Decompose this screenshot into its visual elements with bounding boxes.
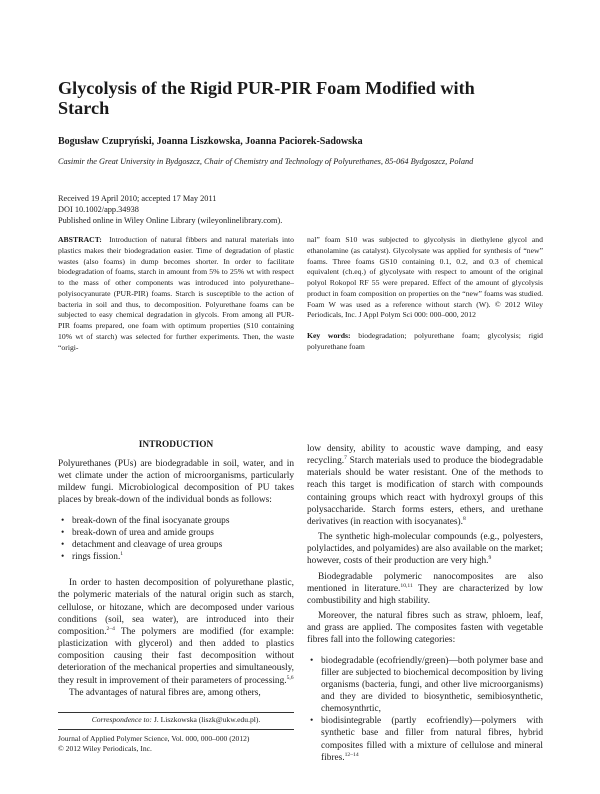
footnote-rule <box>58 729 294 730</box>
abstract-text-right: nal” foam S10 was subjected to glycolysis in diethylene glycol and ethanolamine (as catalyst). Glycolysate was applied for synthesis of “new” foams. Three foams GS10 containing 0.1, 0.2, and 0.3 of chemical equivalent (ch.eq.) of glycolysate with respect to amount of the original polyol Rokopol RF 55 were prepared. Effect of the amount of glycolysis product in foam composition on properties on the “new” foams was studied. Foam W was used as a reference without starch (W). © 2012 Wiley Periodicals, Inc. J Appl Polym Sci 000: 000–000, 2012 <box>307 235 543 320</box>
citation: 9 <box>488 555 492 562</box>
citation: 10,11 <box>400 582 413 589</box>
journal-citation: Journal of Applied Polymer Science, Vol. 000, 000–000 (2012) <box>58 734 250 743</box>
affiliation: Casimir the Great University in Bydgoszcz, Chair of Chemistry and Technology of Polyurethanes, 85-064 Bydgoszcz, Poland <box>58 157 474 166</box>
abstract-label: ABSTRACT: <box>58 235 102 244</box>
keywords <box>307 331 543 353</box>
intro-paragraph-1: Polyurethanes (PUs) are biodegradable in soil, water, and in wet climate under the action of microorganisms, particularly mildew fungi. Microbiological decomposition of PU takes places by break-down of the individual bonds as follows: <box>58 459 294 506</box>
list-item: • biodegradable (ecofriendly/green)—both polymer base and filler are subjected to biochemical decomposition by living organisms (bacteria, fungi, and other live microorganisms) and they are divided to biosynthetic, semibiosynthetic, chemosynthrtic, <box>310 655 543 715</box>
citation: 2–4 <box>106 625 115 632</box>
publication-dates <box>58 193 528 226</box>
citation: 12–14 <box>344 751 359 758</box>
intro-paragraph-r2: The synthetic high-molecular compounds (e.g., polyesters, polylactides, and polyamides) are also available on the market; however, costs of their production are very high.$^9$ <box>307 532 543 567</box>
intro-paragraph-2: In order to hasten decomposition of polyurethane plastic, the polymeric materials of the natural origin such as starch, cellulose, or hitozane, which are decomposed under various conditions (soil, sea water), are introduced into their composition.$^{2-4}$ The polymers are modified (for example: plasticization with glycerol) and then added to plastics composition causing their fast decomposition without deterioration of the mechanical properties and simultaneously, they result in improvement of their parameters of processing.$^{5,6}$ <box>58 578 294 686</box>
paper-title: Glycolysis of the Rigid PUR-PIR Foam Modified with Starch <box>58 78 475 118</box>
citation: 1 <box>120 550 124 557</box>
abstract-left <box>58 235 294 353</box>
list-item: • break-down of urea and amide groups <box>61 527 214 538</box>
footnote-rule <box>58 712 294 713</box>
citation: 8 <box>462 515 466 522</box>
correspondence-label: Correspondence to: <box>91 715 152 724</box>
intro-paragraph-r3: Biodegradable polymeric nanocomposites are also mentioned in literature.$^{10,11}$ They are characterized by low combustibility and high stability. <box>307 571 543 606</box>
keywords-label: Key words: <box>307 331 351 340</box>
list-item: • rings fission.$^1$ <box>61 550 124 563</box>
citation: 7 <box>344 455 347 462</box>
decomposition-list <box>58 515 294 564</box>
intro-right-column <box>307 443 543 764</box>
abstract-right <box>307 235 543 353</box>
composite-categories <box>307 655 543 764</box>
list-item: • biodisintegrable (partly ecofriendly)—polymers with synthetic base and filler from natural fibres, hybrid composites filled with a mixture of cellulose and mineral fibres.$^{12-14}$ <box>310 716 543 763</box>
correspondence-text: J. Liszkowska (liszk@ukw.edu.pl). <box>153 715 261 724</box>
correspondence <box>58 715 294 725</box>
author-list: Bogusław Czupryński, Joanna Liszkowska, Joanna Paciorek-Sadowska <box>58 136 363 147</box>
doi: DOI 10.1002/app.34938 <box>58 205 139 214</box>
list-item: • detachment and cleavage of urea groups <box>61 539 223 550</box>
received-date: Received 19 April 2010; accepted 17 May 2011 <box>58 194 217 203</box>
published-online: Published online in Wiley Online Library (wileyonlinelibrary.com). <box>58 216 283 225</box>
intro-paragraph-r4: Moreover, the natural fibres such as straw, phloem, leaf, and grass are applied. The composites fasten with vegetable fibres fall into the following categories: <box>307 611 543 646</box>
copyright: © 2012 Wiley Periodicals, Inc. <box>58 744 152 754</box>
keywords-text: biodegradation; polyurethane foam; glycolysis; rigid polyurethane foam <box>307 331 544 351</box>
list-item: • break-down of the final isocyanate groups <box>61 515 230 526</box>
intro-left-column <box>58 440 294 699</box>
citation: 5,6 <box>286 674 294 681</box>
intro-paragraph-3: The advantages of natural fibres are, among others, <box>69 687 261 698</box>
intro-paragraph-r1: low density, ability to acoustic wave damping, and easy recycling.$^7$ Starch materials used to produce the biodegradable materials should be water resistant. One of the methods to reach this target is modification of starch with compounds containing groups which react with hydroxyl groups of this polysaccharide. Starch forms esters, ethers, and urethane derivatives (in reaction with isocyanates).$^8$ <box>307 444 543 527</box>
section-heading: INTRODUCTION <box>138 440 214 450</box>
journal-info <box>58 734 308 755</box>
abstract-text-left: Introduction of natural fibbers and natural materials into plastics makes their biodegradation easier. Time of degradation of plastic wastes (also foams) in dump becomes shorter. In order to facilitate biodegradation of foams, starch in amount from 5% to 25% wt with respect to the mass of other components was introduced into polyurethane–polyisocyanurate (PUR-PIR) foams. Starch is susceptible to the action of bacteria in soil and thus, to decomposition. Polyurethane foams can be subjected to easy chemical degradation in glycols. From among all PUR-PIR foams prepared, one foam with optimum properties (S10 containing 10% wt of starch) was selected for further experiments. Then, the waste “origi- <box>58 235 294 352</box>
